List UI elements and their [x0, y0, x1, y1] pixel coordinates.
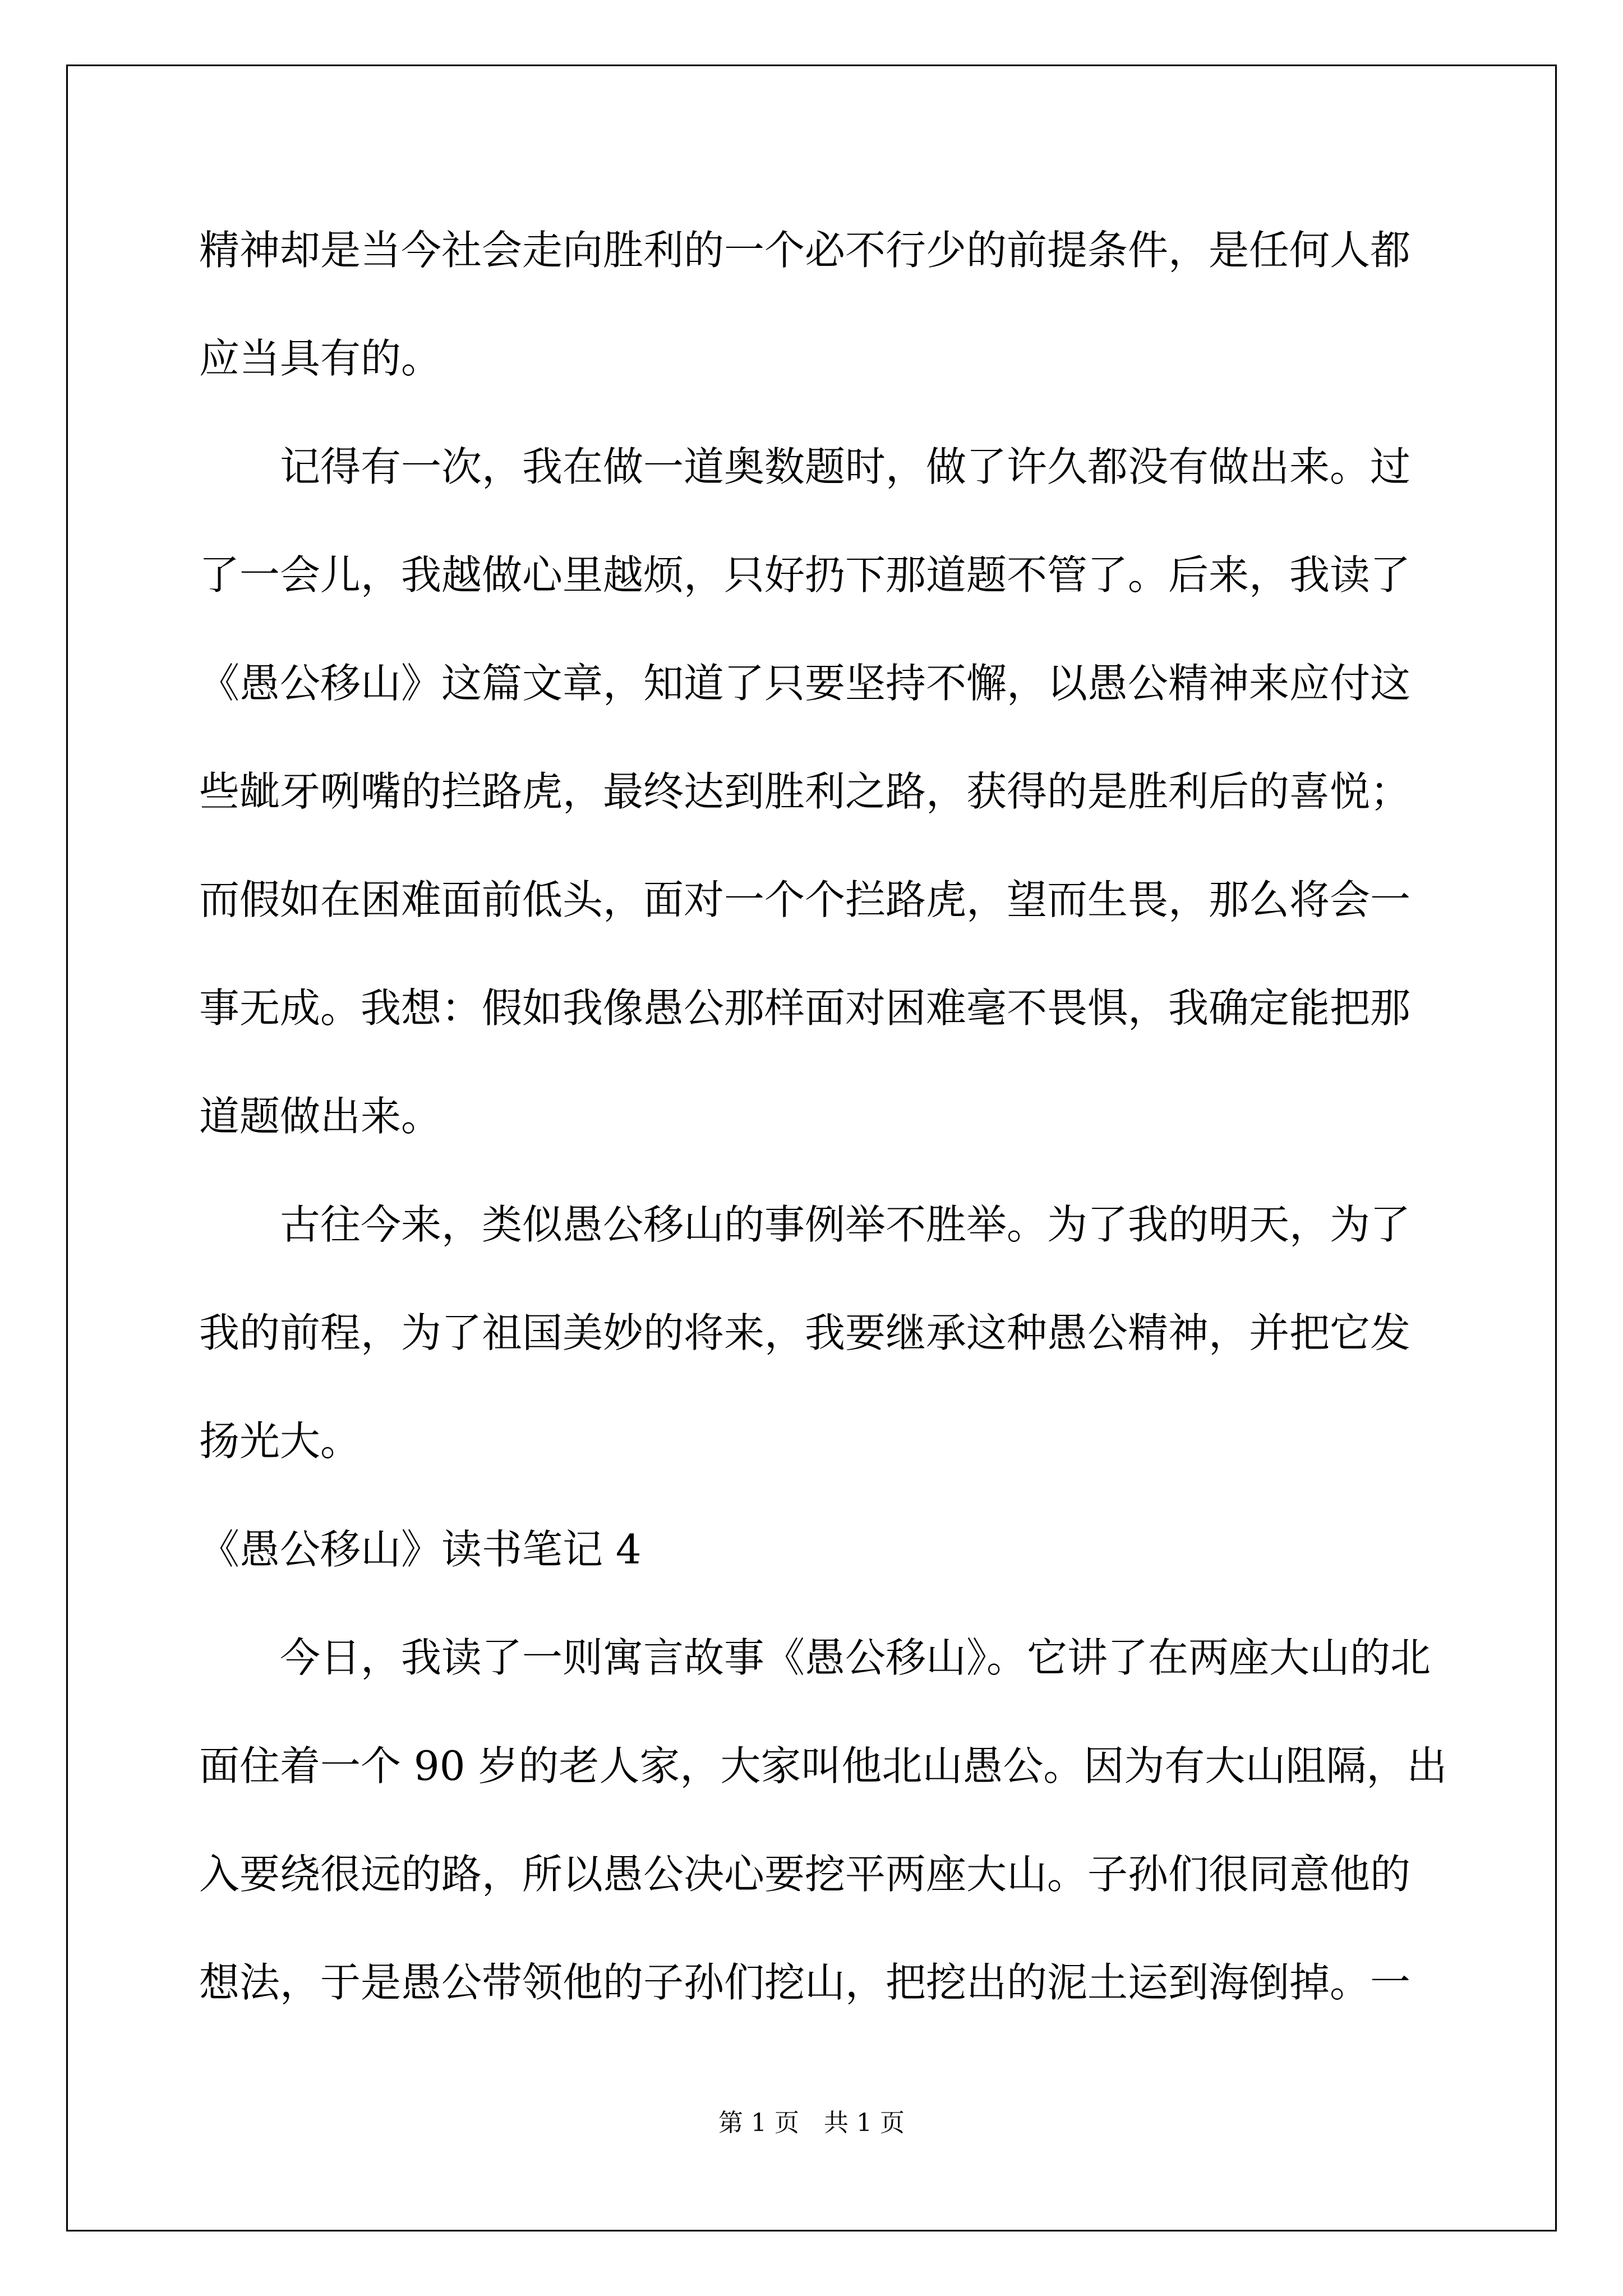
text-line: 今日，我读了一则寓言故事《愚公移山》。它讲了在两座大山的北: [199, 1634, 1431, 1681]
text-line: 记得有一次，我在做一道奥数题时，做了许久都没有做出来。过: [199, 443, 1411, 490]
text-line: 《愚公移山》这篇文章，知道了只要坚持不懈，以愚公精神来应付这: [199, 660, 1411, 707]
text-line: 精神却是当今社会走向胜利的一个必不行少的前提条件，是任何人都: [199, 227, 1411, 274]
text-line: 而假如在困难面前低头，面对一个个拦路虎，望而生畏，那么将会一: [199, 876, 1411, 923]
text-line: 入要绕很远的路，所以愚公决心要挖平两座大山。子孙们很同意他的: [199, 1851, 1411, 1898]
text-line: 想法，于是愚公带领他的子孙们挖山，把挖出的泥土运到海倒掉。一: [199, 1959, 1411, 2006]
text-line: 古往今来，类似愚公移山的事例举不胜举。为了我的明天，为了: [199, 1201, 1411, 1248]
text-line: 道题做出来。: [199, 1093, 442, 1140]
text-line: 了一会儿，我越做心里越烦，只好扔下那道题不管了。后来，我读了: [199, 551, 1411, 599]
text-line: 些龇牙咧嘴的拦路虎，最终达到胜利之路，获得的是胜利后的喜悦；: [199, 768, 1411, 815]
section-heading: 《愚公移山》读书笔记 4: [199, 1526, 642, 1573]
text-line: 面住着一个 90 岁的老人家，大家叫他北山愚公。因为有大山阻隔，出: [199, 1742, 1447, 1789]
page-footer: 第 1 页 共 1 页: [718, 2109, 905, 2137]
text-line: 扬光大。: [199, 1418, 361, 1465]
document-body: [199, 196, 1447, 2037]
text-line: 应当具有的。: [199, 335, 442, 382]
text-line: 我的前程，为了祖国美妙的将来，我要继承这种愚公精神，并把它发: [199, 1309, 1411, 1356]
text-line: 事无成。我想：假如我像愚公那样面对困难毫不畏惧，我确定能把那: [199, 984, 1411, 1032]
